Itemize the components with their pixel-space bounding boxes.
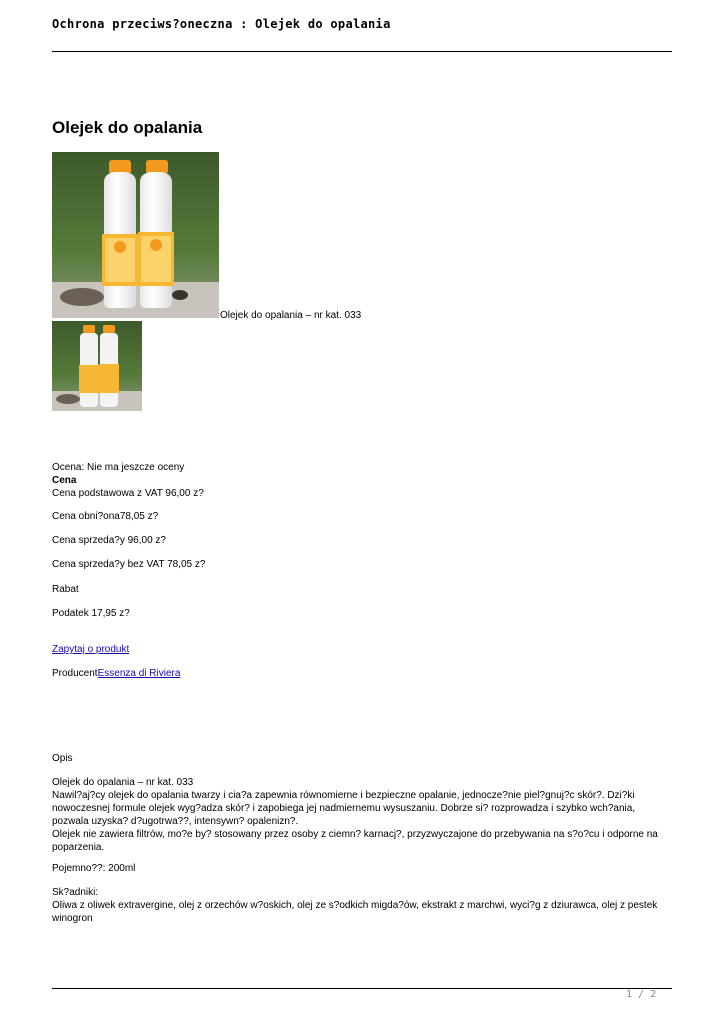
page-number: 1 / 2 (626, 989, 657, 1000)
producer-label: Producent (52, 668, 98, 679)
rating-text: Ocena: Nie ma jeszcze oceny (52, 462, 185, 473)
description-line-3: Olejek nie zawiera filtrów, mo?e by? stosowany przez osoby z ciemn? karnacj?, przyzwyczajone do przebywania na s?o?cu i odporne na poparzenia. (52, 829, 658, 853)
ask-about-product-link[interactable]: Zapytaj o produkt (52, 644, 130, 655)
ingredients-label: Sk?adniki: (52, 887, 99, 898)
producer-row (52, 667, 672, 680)
sale-price: Cena sprzeda?y 96,00 z? (52, 535, 166, 546)
description-line-1: Olejek do opalania – nr kat. 033 (52, 777, 194, 788)
ingredients-section (52, 886, 672, 925)
footer-rule (52, 988, 672, 989)
product-main-image[interactable] (52, 152, 219, 318)
product-thumbnail[interactable] (52, 321, 142, 411)
tax-amount: Podatek 17,95 z? (52, 608, 130, 619)
description-line-2: Nawil?aj?cy olejek do opalania twarzy i cia?a zapewnia równomierne i bezpieczne opalanie, jednocze?nie piel?gnuj?c skór?. Dzi?ki nowoczesnej formule olejek wyg?adza skór? i zapobiega jej nadmiernemu wysuszaniu. Dobrze si? rozprowadza i szybko wch?ania, pozwala uzyska? d?ugotrwa??, intensywn? opalenizn?. (52, 790, 636, 827)
producer-link[interactable]: Essenza di Riviera (97, 668, 181, 679)
description-heading: Opis (52, 753, 73, 764)
product-title: Olejek do opalania (52, 118, 203, 137)
price-section (52, 461, 672, 500)
capacity-text: Pojemno??: 200ml (52, 863, 136, 874)
discount-label: Rabat (52, 584, 79, 595)
base-price: Cena podstawowa z VAT 96,00 z? (52, 488, 204, 499)
document-header-title: Ochrona przeciws?oneczna : Olejek do opalania (52, 17, 391, 31)
image-caption: Olejek do opalania – nr kat. 033 (220, 310, 362, 321)
ingredients-text: Oliwa z oliwek extravergine, olej z orzechów w?oskich, olej ze s?odkich migda?ów, ekstrakt z marchwi, wyci?g z dziurawca, olej z pestek winogron (52, 900, 658, 924)
header-rule (52, 51, 672, 52)
price-heading: Cena (52, 475, 77, 486)
reduced-price: Cena obni?ona78,05 z? (52, 511, 159, 522)
description-body (52, 776, 672, 854)
sale-price-net: Cena sprzeda?y bez VAT 78,05 z? (52, 559, 206, 570)
